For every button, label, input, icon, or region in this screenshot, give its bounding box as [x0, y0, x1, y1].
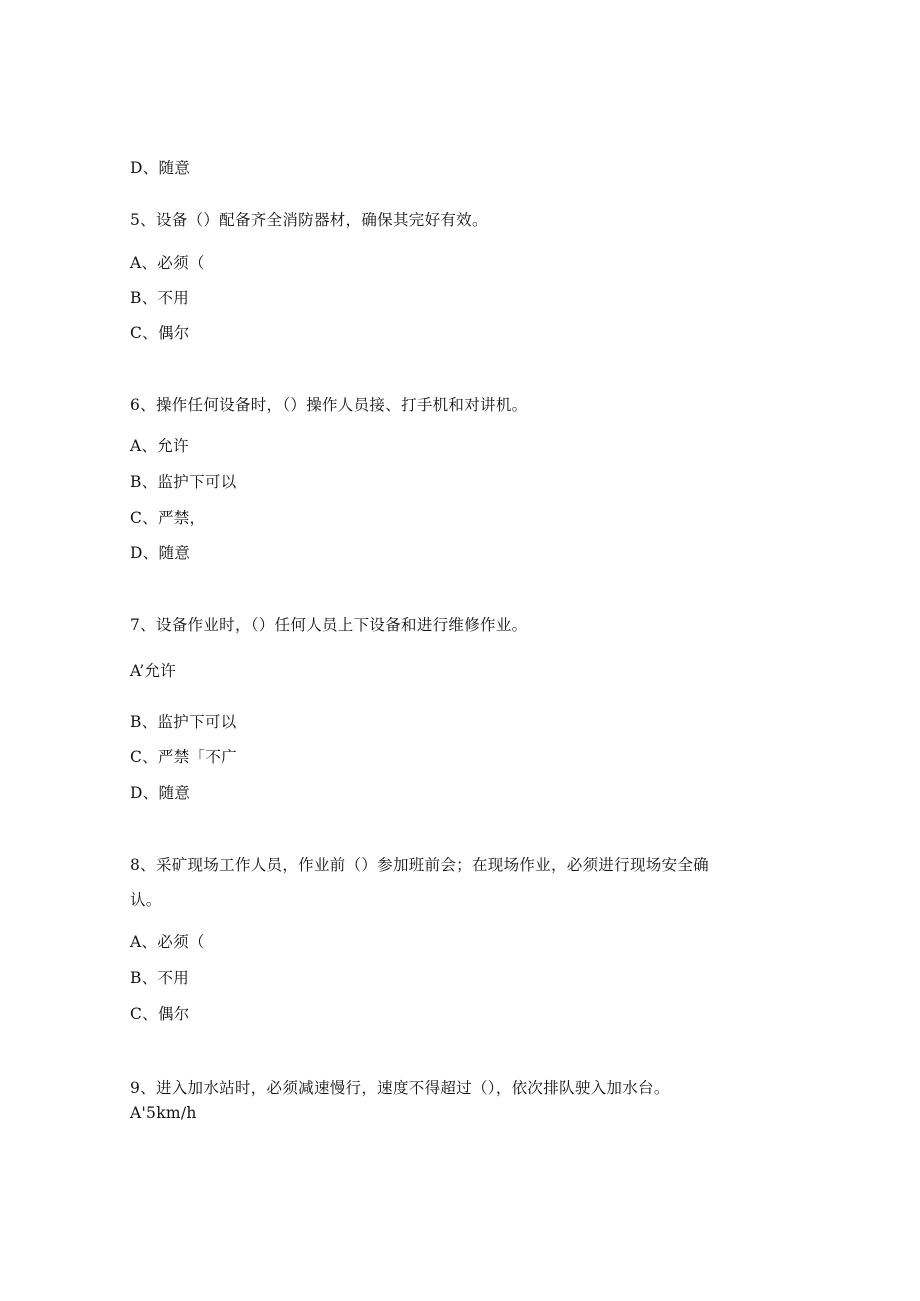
question-8: 8、采矿现场工作人员，作业前（）参加班前会；在现场作业，必须进行现场安全确	[130, 856, 709, 874]
q7-option-a: A’允许	[130, 662, 177, 680]
q7-option-c: C、严禁「不广	[130, 748, 237, 766]
question-6: 6、操作任何设备时，（）操作人员接、打手机和对讲机。	[130, 396, 528, 414]
question-7: 7、设备作业时，（）任何人员上下设备和进行维修作业。	[130, 616, 528, 634]
question-9: 9、进入加水站时，必须减速慢行，速度不得超过（），依次排队驶入加水台。	[130, 1079, 670, 1097]
q5-option-a: A、必须（	[130, 254, 205, 272]
q7-option-d: D、随意	[130, 784, 191, 802]
q9-option-a: A'5km∕h	[130, 1104, 197, 1122]
q7-option-b: B、监护下可以	[130, 713, 237, 731]
q6-option-c: C、严禁，	[130, 509, 206, 527]
q5-option-c: C、偶尔	[130, 324, 190, 342]
q5-option-b: B、不用	[130, 289, 190, 307]
question-8-continued: 认。	[130, 891, 162, 909]
q6-option-b: B、监护下可以	[130, 473, 237, 491]
q4-option-d: D、随意	[130, 159, 191, 177]
question-5: 5、设备（）配备齐全消防器材，确保其完好有效。	[130, 211, 488, 229]
q8-option-b: B、不用	[130, 969, 190, 987]
q8-option-c: C、偶尔	[130, 1005, 190, 1023]
q6-option-d: D、随意	[130, 544, 191, 562]
q6-option-a: A、允许	[130, 437, 189, 455]
q8-option-a: A、必须（	[130, 933, 205, 951]
